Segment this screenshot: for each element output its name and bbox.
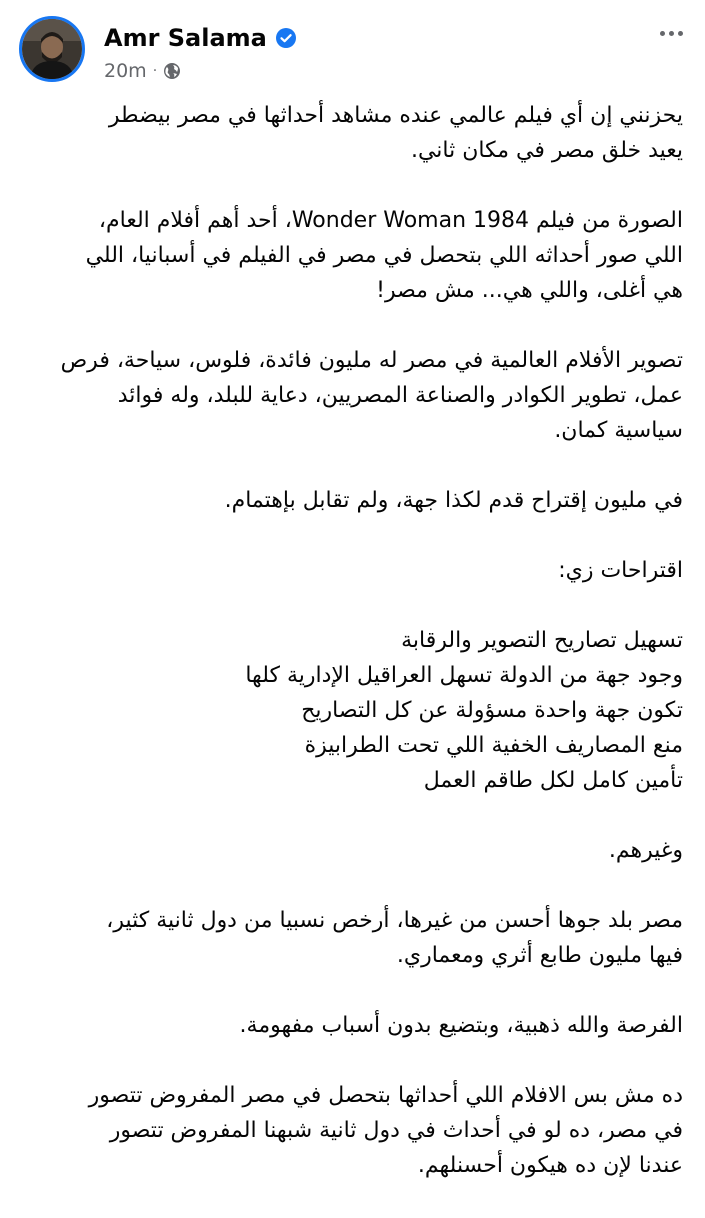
post-line: اقتراحات زي:	[558, 558, 683, 583]
post-line: عندنا لإن ده هيكون أحسنلهم.	[417, 1153, 683, 1178]
more-dot	[678, 31, 683, 36]
post-timestamp[interactable]: 20m	[104, 60, 147, 82]
more-dot	[660, 31, 665, 36]
post-line: ده مش بس الافلام اللي أحداثها بتحصل في مصر المفروض تتصور	[88, 1083, 683, 1108]
list-item: تكون جهة واحدة مسؤولة عن كل التصاريح	[301, 698, 683, 723]
avatar-photo	[22, 19, 82, 79]
post-line: هي أغلى، واللي هي... مش مصر!	[376, 278, 683, 303]
post-text	[0, 98, 705, 1218]
list-item: وجود جهة من الدولة تسهل العراقيل الإدارية كلها	[245, 663, 683, 688]
post-line: الفرصة والله ذهبية، وبتضيع بدون أسباب مفهومة.	[239, 1013, 683, 1038]
post-paragraph	[22, 483, 683, 518]
globe-icon[interactable]	[163, 62, 181, 80]
post-line: مصر بلد جوها أحسن من غيرها، أرخص نسبيا من دول ثانية كثير،	[106, 908, 683, 933]
post-paragraph	[22, 343, 683, 448]
post-paragraph	[22, 553, 683, 588]
author-name[interactable]: Amr Salama	[104, 24, 267, 52]
post-paragraph	[22, 903, 683, 973]
more-dot	[669, 31, 674, 36]
post-line: الصورة من فيلم Wonder Woman 1984، أحد أهم أفلام العام،	[98, 208, 683, 233]
post-paragraph	[22, 203, 683, 308]
post-line: في مصر، ده لو في أحداث في دول ثانية شبهنا المفروض تتصور	[109, 1118, 683, 1143]
post-paragraph	[22, 98, 683, 168]
list-item: منع المصاريف الخفية اللي تحت الطرابيزة	[304, 733, 683, 758]
post-meta	[104, 58, 181, 84]
post-line: فيها مليون طابع أثري ومعماري.	[396, 943, 683, 968]
author-avatar[interactable]	[19, 16, 85, 82]
post-line: اللي صور أحداثه اللي بتحصل في مصر في الفيلم في أسبانيا، اللي	[85, 243, 683, 268]
post-header	[0, 0, 705, 100]
meta-separator: ·	[152, 63, 158, 79]
more-options-icon[interactable]	[655, 22, 687, 44]
post-paragraph	[22, 1008, 683, 1043]
verified-badge-icon	[275, 27, 297, 49]
post-list	[22, 623, 683, 798]
post-line: في مليون إقتراح قدم لكذا جهة، ولم تقابل بإهتمام.	[224, 488, 683, 513]
author-row	[104, 21, 297, 55]
post-line: سياسية كمان.	[554, 418, 683, 443]
post-line: يعيد خلق مصر في مكان ثاني.	[410, 138, 683, 163]
list-item: تسهيل تصاريح التصوير والرقابة	[401, 628, 683, 653]
post-line: عمل، تطوير الكوادر والصناعة المصريين، دعاية للبلد، وله فوائد	[117, 383, 683, 408]
post-line: وغيرهم.	[608, 838, 683, 863]
post-paragraph	[22, 1078, 683, 1183]
post-paragraph	[22, 833, 683, 868]
post-line: تصوير الأفلام العالمية في مصر له مليون فائدة، فلوس، سياحة، فرص	[60, 348, 683, 373]
list-item: تأمين كامل لكل طاقم العمل	[423, 768, 683, 793]
post-line: يحزنني إن أي فيلم عالمي عنده مشاهد أحداثها في مصر بيضطر	[108, 103, 683, 128]
